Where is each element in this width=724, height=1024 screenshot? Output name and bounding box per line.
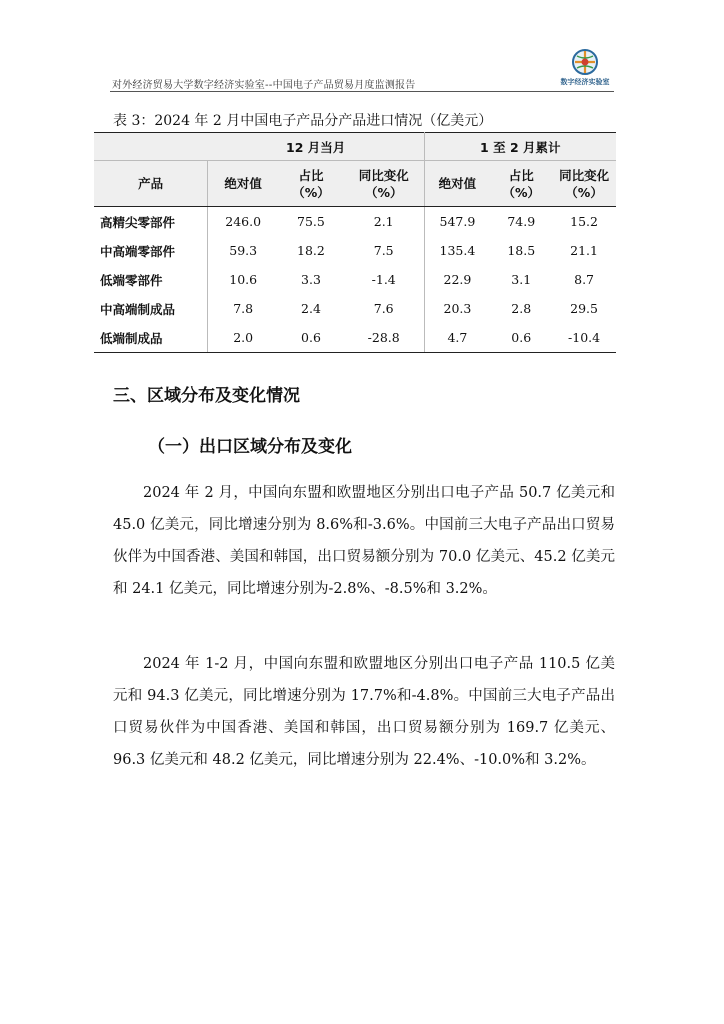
value-cell: 135.4 bbox=[439, 243, 476, 258]
value-cell: 21.1 bbox=[570, 243, 598, 258]
value-cell: 20.3 bbox=[443, 301, 472, 316]
group-header-cumulative: 1 至 2 月累计 bbox=[424, 133, 616, 161]
value-cell: 15.2 bbox=[570, 214, 598, 229]
value-cell: -28.8 bbox=[344, 323, 424, 353]
product-name-cell: 中高端零部件 bbox=[94, 236, 208, 265]
product-name-cell: 低端制成品 bbox=[94, 323, 208, 353]
column-header: 占比 （%） bbox=[490, 161, 552, 207]
table-row bbox=[94, 323, 616, 353]
value-cell: 18.5 bbox=[507, 243, 536, 258]
value-cell: 2.1 bbox=[344, 207, 424, 237]
header-divider bbox=[110, 91, 614, 92]
value-cell: 0.6 bbox=[490, 323, 552, 353]
column-header: 同比变化 （%） bbox=[344, 161, 424, 207]
value-cell: 547.9 bbox=[439, 214, 476, 229]
header-empty bbox=[94, 133, 208, 161]
value-cell: 2.4 bbox=[301, 301, 321, 316]
value-cell: -10.4 bbox=[552, 323, 616, 353]
value-cell: 8.7 bbox=[574, 272, 595, 287]
product-name-cell: 高精尖零部件 bbox=[94, 207, 208, 237]
value-cell: 246.0 bbox=[225, 214, 262, 229]
table-caption: 表 3：2024 年 2 月中国电子产品分产品进口情况（亿美元） bbox=[113, 113, 493, 129]
column-header: 绝对值 bbox=[424, 161, 490, 207]
value-cell: 2.8 bbox=[511, 301, 532, 316]
value-cell: 3.1 bbox=[511, 272, 532, 287]
paragraph: 2024 年 2 月，中国向东盟和欧盟地区分别出口电子产品 50.7 亿美元和 45.0 亿美元，同比增速分别为 8.6%和-3.6%。中国前三大电子产品出口贸易伙伴为中国香港、美国和韩国，出口贸易额分别为 70.0 亿美元、45.2 亿美元和 24.1 亿美元，同比增速分别为-2.8%、-8.5%和 3.2%。 bbox=[113, 485, 615, 597]
table-row bbox=[94, 265, 616, 294]
lab-logo bbox=[555, 48, 615, 90]
table-row bbox=[94, 294, 616, 323]
value-cell: 22.9 bbox=[443, 272, 472, 287]
product-name-cell: 中高端制成品 bbox=[94, 294, 208, 323]
product-name-cell: 低端零部件 bbox=[94, 265, 208, 294]
value-cell: -1.4 bbox=[344, 265, 424, 294]
column-header: 绝对值 bbox=[208, 161, 278, 207]
value-cell: 74.9 bbox=[507, 214, 536, 229]
value-cell: 7.5 bbox=[344, 236, 424, 265]
column-header: 同比变化 （%） bbox=[552, 161, 616, 207]
value-cell: 7.6 bbox=[344, 294, 424, 323]
globe-icon bbox=[571, 48, 599, 76]
report-header: 对外经济贸易大学数字经济实验室--中国电子产品贸易月度监测报告 bbox=[112, 80, 416, 91]
group-header-month: 12 月当月 bbox=[208, 133, 424, 161]
value-cell: 4.7 bbox=[424, 323, 490, 353]
paragraph: 2024 年 1-2 月，中国向东盟和欧盟地区分别出口电子产品 110.5 亿美元和 94.3 亿美元，同比增速分别为 17.7%和-4.8%。中国前三大电子产品出口贸易伙伴为中国香港、美国和韩国，出口贸易额分别为 169.7 亿美元、96.3 亿美元和 48.2 亿美元，同比增速分别为 22.4%、-10.0%和 3.2%。 bbox=[113, 656, 615, 768]
column-header: 占比 （%） bbox=[278, 161, 344, 207]
subsection-title: （一）出口区域分布及变化 bbox=[148, 437, 352, 457]
import-by-product-table bbox=[94, 132, 616, 353]
value-cell: 2.0 bbox=[208, 323, 278, 353]
value-cell: 7.8 bbox=[233, 301, 254, 316]
value-cell: 3.3 bbox=[301, 272, 321, 287]
column-header: 产品 bbox=[94, 161, 208, 207]
logo-text: 数字经济实验室 bbox=[560, 78, 610, 86]
value-cell: 59.3 bbox=[229, 243, 258, 258]
value-cell: 29.5 bbox=[570, 301, 598, 316]
value-cell: 10.6 bbox=[229, 272, 258, 287]
value-cell: 18.2 bbox=[297, 243, 325, 258]
value-cell: 75.5 bbox=[297, 214, 325, 229]
table-row bbox=[94, 207, 616, 237]
section-title: 三、区域分布及变化情况 bbox=[113, 386, 300, 406]
value-cell: 0.6 bbox=[278, 323, 344, 353]
table-row bbox=[94, 236, 616, 265]
